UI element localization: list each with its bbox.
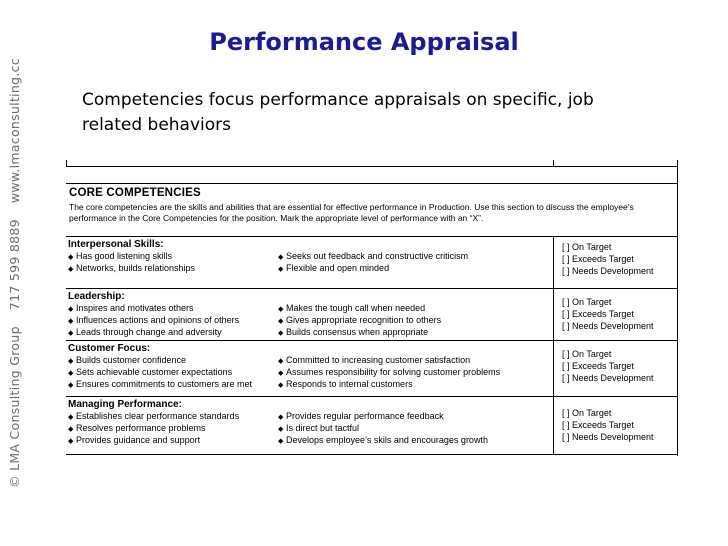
rating-exceeds-target[interactable]: [ ] Exceeds Target (562, 309, 634, 319)
bullet-icon: ◆ (278, 306, 284, 313)
bullet-icon: ◆ (68, 414, 74, 421)
form-tick-mid (553, 160, 554, 167)
competency-item: ◆ Is direct but tactful (278, 423, 360, 433)
core-competencies-title: CORE COMPETENCIES (69, 187, 201, 199)
form-tick-right (677, 160, 678, 167)
rating-on-target[interactable]: [ ] On Target (562, 297, 612, 307)
bullet-icon: ◆ (278, 266, 284, 273)
side-label (5, 0, 25, 546)
competency-item: ◆ Assumes responsibility for solving customer problems (278, 367, 501, 377)
section-managing-performance (66, 396, 678, 455)
competency-item: ◆ Ensures commitments to customers are met (68, 379, 253, 389)
rating-on-target[interactable]: [ ] On Target (562, 349, 612, 359)
rating-options (553, 341, 678, 397)
side-label-company: © LMA Consulting Group (7, 326, 22, 488)
section-leadership (66, 288, 678, 341)
bullet-icon: ◆ (278, 382, 284, 389)
section-customer-focus (66, 340, 678, 397)
section-interpersonal-skills (66, 236, 678, 289)
competency-list-left (68, 355, 278, 391)
rating-needs-development[interactable]: [ ] Needs Development (562, 432, 654, 442)
rating-options (553, 397, 678, 455)
side-label-website: www.lmaconsulting.cc (7, 58, 22, 204)
bullet-icon: ◆ (68, 382, 74, 389)
rating-options (553, 289, 678, 341)
bullet-icon: ◆ (278, 358, 284, 365)
competency-item: ◆ Builds customer confidence (68, 355, 187, 365)
competency-item: ◆ Gives appropriate recognition to others (278, 315, 442, 325)
bullet-icon: ◆ (278, 438, 284, 445)
competency-item: ◆ Resolves performance problems (68, 423, 206, 433)
section-title: Interpersonal Skills: (68, 239, 164, 250)
competency-list-right (278, 251, 548, 275)
bullet-icon: ◆ (68, 358, 74, 365)
form-bottom-rule (66, 454, 678, 455)
bullet-icon: ◆ (278, 254, 284, 261)
bullet-icon: ◆ (68, 426, 74, 433)
competency-item: ◆ Influences actions and opinions of others (68, 315, 240, 325)
section-title: Managing Performance: (68, 399, 182, 410)
section-title: Customer Focus: (68, 343, 151, 354)
bullet-icon: ◆ (68, 318, 74, 325)
bullet-icon: ◆ (68, 438, 74, 445)
competency-item: ◆ Makes the tough call when needed (278, 303, 426, 313)
competency-item: ◆ Responds to internal customers (278, 379, 413, 389)
bullet-icon: ◆ (278, 426, 284, 433)
rating-needs-development[interactable]: [ ] Needs Development (562, 373, 654, 383)
rating-exceeds-target[interactable]: [ ] Exceeds Target (562, 254, 634, 264)
section-title: Leadership: (68, 291, 125, 302)
rating-on-target[interactable]: [ ] On Target (562, 242, 612, 252)
competency-list-right (278, 303, 548, 339)
side-label-phone: 717 599 8889 (7, 219, 22, 311)
competency-list-left (68, 303, 278, 339)
rating-exceeds-target[interactable]: [ ] Exceeds Target (562, 361, 634, 371)
bullet-icon: ◆ (68, 266, 74, 273)
appraisal-form (66, 160, 678, 456)
competency-list-right (278, 411, 548, 447)
side-label-strip (0, 0, 30, 546)
competency-item: ◆ Networks, builds relationships (68, 263, 196, 273)
rating-needs-development[interactable]: [ ] Needs Development (562, 321, 654, 331)
slide-title: Performance Appraisal (209, 28, 519, 56)
competency-item: ◆ Establishes clear performance standards (68, 411, 240, 421)
competency-list-left (68, 411, 278, 447)
competency-item: ◆ Leads through change and adversity (68, 327, 222, 337)
bullet-icon: ◆ (278, 318, 284, 325)
competency-item: ◆ Provides guidance and support (68, 435, 201, 445)
rating-exceeds-target[interactable]: [ ] Exceeds Target (562, 420, 634, 430)
bullet-icon: ◆ (68, 306, 74, 313)
form-tick-left (66, 160, 67, 167)
competency-item: ◆ Provides regular performance feedback (278, 411, 444, 421)
bullet-icon: ◆ (278, 370, 284, 377)
rating-options (553, 237, 678, 289)
rating-on-target[interactable]: [ ] On Target (562, 408, 612, 418)
form-top-rule (66, 166, 678, 167)
bullet-icon: ◆ (68, 254, 74, 261)
competency-item: ◆ Flexible and open minded (278, 263, 390, 273)
competency-item: ◆ Develops employee’s skils and encourages growth (278, 435, 488, 445)
core-competencies-description: The core competencies are the skills and abilities that are essential for effective performance in Production. Use this section to discuss the employee’s performance in the Core Competencies for the position. Mark the appropriate level of performance with an “X”. (69, 202, 634, 223)
slide-subtitle: Competencies focus performance appraisals on specific, job related behaviors (82, 90, 594, 135)
competency-item: ◆ Inspires and motivates others (68, 303, 194, 313)
competency-item: ◆ Seeks out feedback and constructive criticism (278, 251, 469, 261)
competency-item: ◆ Has good listening skills (68, 251, 173, 261)
competency-list-left (68, 251, 278, 275)
competency-item: ◆ Committed to increasing customer satisfaction (278, 355, 471, 365)
rating-needs-development[interactable]: [ ] Needs Development (562, 266, 654, 276)
core-competencies-header (66, 183, 678, 237)
bullet-icon: ◆ (68, 370, 74, 377)
competency-item: ◆ Sets achievable customer expectations (68, 367, 233, 377)
competency-list-right (278, 355, 548, 391)
bullet-icon: ◆ (278, 414, 284, 421)
bullet-icon: ◆ (278, 330, 284, 337)
bullet-icon: ◆ (68, 330, 74, 337)
competency-item: ◆ Builds consensus when appropriate (278, 327, 429, 337)
